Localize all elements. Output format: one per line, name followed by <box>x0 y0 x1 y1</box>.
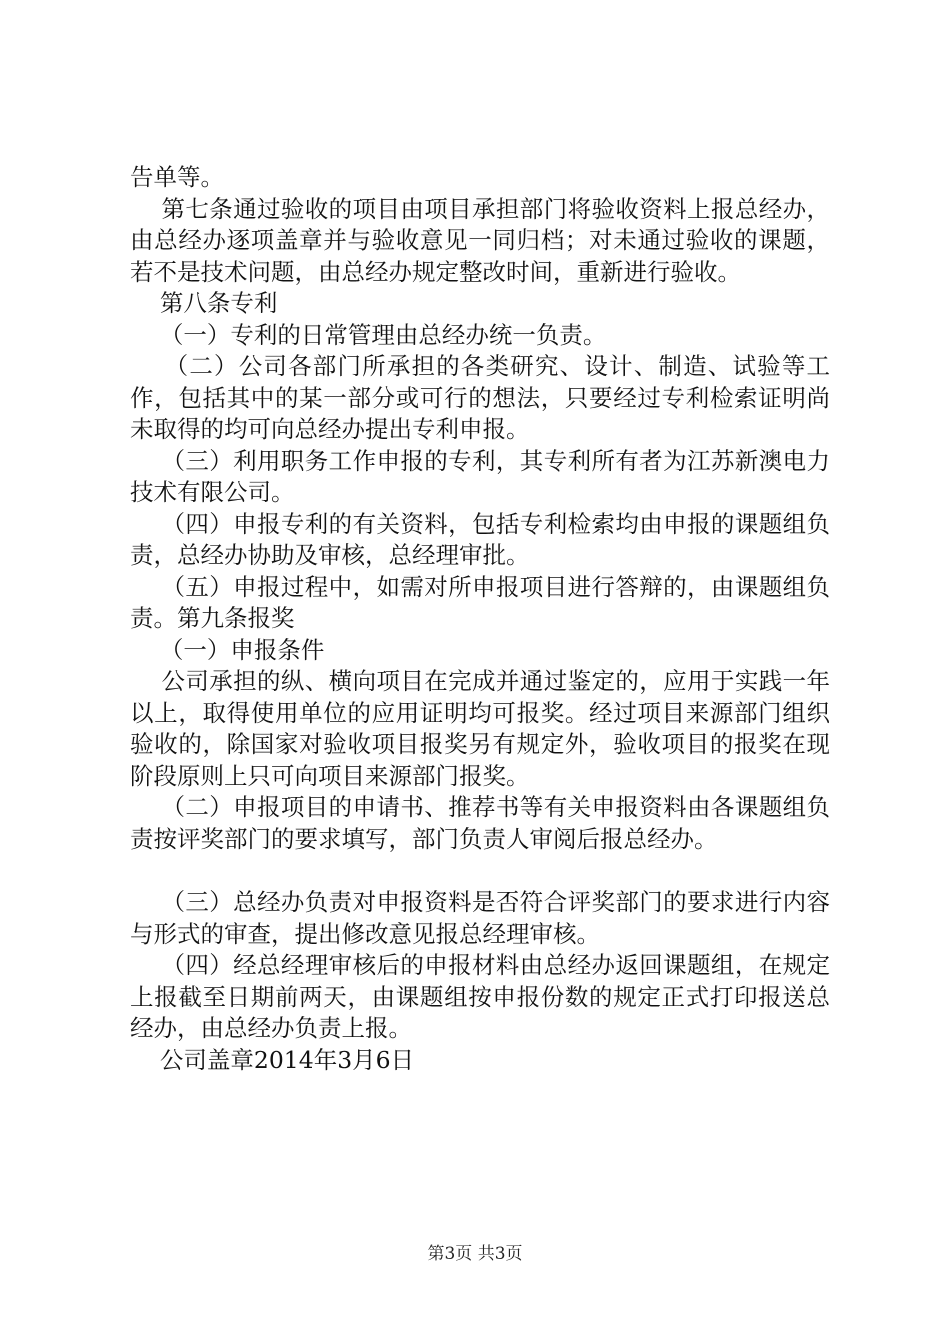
heading-award-conditions: （一）申报条件 <box>130 635 325 664</box>
paragraph-gap <box>130 855 830 887</box>
heading-article-8: 第八条专利 <box>130 289 278 317</box>
document-body <box>130 162 830 1076</box>
paragraph-award-2: （二）申报项目的申请书、推荐书等有关申报资料由各课题组负责按评奖部门的要求填写，部门负责人审阅后报总经办。 <box>130 793 830 853</box>
paragraph-continuation: 告单等。 <box>130 163 224 191</box>
page-number-footer: 第3页 共3页 <box>427 1244 523 1264</box>
paragraph-patent-5: （五）申报过程中，如需对所申报项目进行答辩的，由课题组负责。第九条报奖 <box>130 572 830 632</box>
signature-date-line: 公司盖章2014年3月6日 <box>130 1045 415 1074</box>
paragraph-award-4: （四）经总经理审核后的申报材料由总经办返回课题组，在规定上报截至日期前两天，由课题组按申报份数的规定正式打印报送总经办，由总经办负责上报。 <box>130 951 830 1042</box>
paragraph-award-3: （三）总经办负责对申报资料是否符合评奖部门的要求进行内容与形式的审查，提出修改意见报总经理审核。 <box>130 888 830 948</box>
paragraph-award-conditions: 公司承担的纵、横向项目在完成并通过鉴定的，应用于实践一年以上，取得使用单位的应用证明均可报奖。经过项目来源部门组织验收的，除国家对验收项目报奖另有规定外，验收项目的报奖在现阶段原则上只可向项目来源部门报奖。 <box>130 667 830 790</box>
paragraph-patent-2: （二）公司各部门所承担的各类研究、设计、制造、试验等工作，包括其中的某一部分或可行的想法，只要经过专利检索证明尚未取得的均可向总经办提出专利申报。 <box>130 352 831 443</box>
paragraph-patent-1: （一）专利的日常管理由总经办统一负责。 <box>130 320 607 349</box>
paragraph-patent-3: （三）利用职务工作申报的专利，其专利所有者为江苏新澳电力技术有限公司。 <box>130 446 830 506</box>
paragraph-article-7: 第七条通过验收的项目由项目承担部门将验收资料上报总经办，由总经办逐项盖章并与验收意见一同归档；对未通过验收的课题，若不是技术问题，由总经办规定整改时间，重新进行验收。 <box>130 194 830 286</box>
paragraph-patent-4: （四）申报专利的有关资料，包括专利检索均由申报的课题组负责，总经办协助及审核，总经理审批。 <box>130 509 830 569</box>
